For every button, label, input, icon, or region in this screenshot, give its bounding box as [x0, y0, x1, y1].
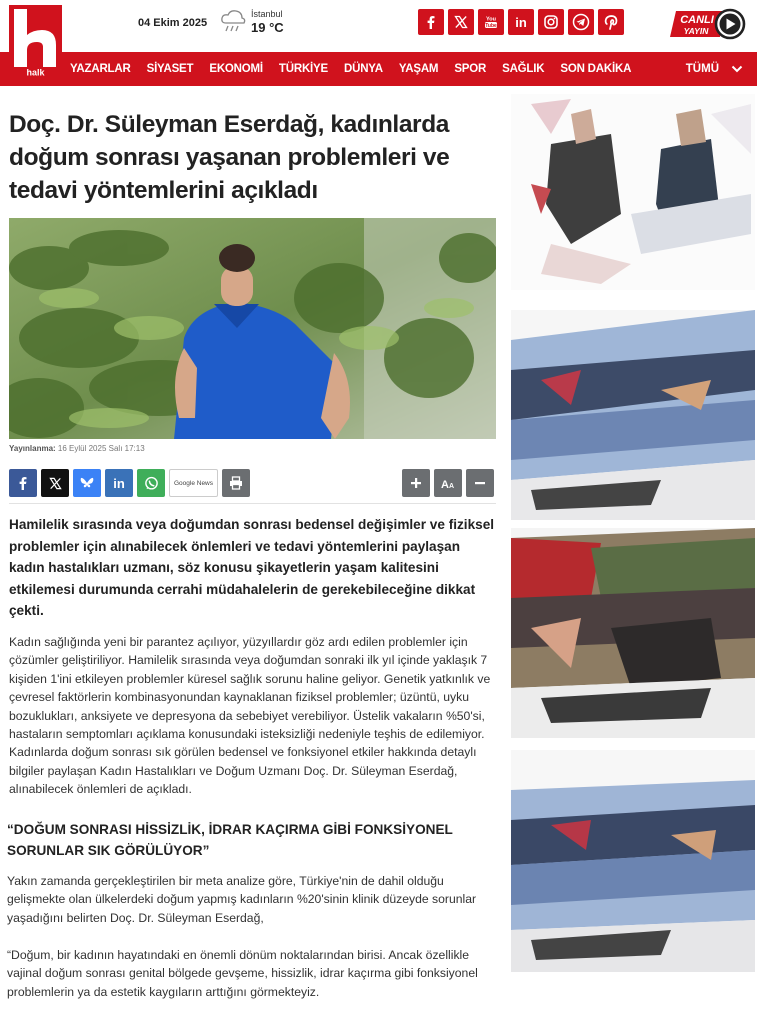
nav-item-ekonomi̇[interactable]: EKONOMİ [209, 63, 263, 75]
nav-item-sağlik[interactable]: SAĞLIK [502, 63, 545, 75]
share-whatsapp-button[interactable] [137, 469, 165, 497]
rain-cloud-icon [220, 9, 246, 33]
sidebar-ad-image[interactable] [511, 310, 755, 520]
share-linkedin-button[interactable] [105, 469, 133, 497]
sidebar-ad-image[interactable] [511, 94, 755, 290]
publish-date-value: 16 Eylül 2025 Salı 17:13 [57, 444, 145, 453]
weather-city: İstanbul [251, 9, 283, 19]
svg-text:YAYIN: YAYIN [683, 26, 709, 36]
share-facebook-button[interactable] [9, 469, 37, 497]
article-paragraph: Yakın zamanda gerçekleştirilen bir meta analize göre, Türkiye'nin de dahil olduğu gelişmekte olan ülkelerdeki doğum yapmış kadınların %20'sinin klinik düzeyde sorunlar yaşadığını belirten Doç. Dr. Süleyman Eserdağ, [7, 874, 477, 925]
instagram-icon[interactable] [538, 9, 564, 35]
article-hero-image [9, 218, 496, 439]
print-button[interactable] [222, 469, 250, 497]
bluesky-icon [80, 477, 94, 489]
whatsapp-icon [144, 476, 159, 491]
article-subheading: “DOĞUM SONRASI HİSSİZLİK, İDRAR KAÇIRMA GİBİ FONKSİYONEL SORUNLAR SIK GÖRÜLÜYOR” [7, 822, 453, 858]
divider [9, 503, 496, 504]
share-bluesky-button[interactable] [73, 469, 101, 497]
plus-icon [410, 477, 422, 489]
linkedin-icon: in [113, 475, 125, 491]
sidebar-ad-image[interactable] [511, 528, 755, 738]
share-x-button[interactable] [41, 469, 69, 497]
article-paragraph: Kadın sağlığında yeni bir parantez açılıyor, yüzyıllardır göz ardı edilen problemler için çözümler geliştiriliyor. Hamilelik sırasında veya doğumdan sonraki ilk yıl içinde yaklaşık 7 kişiden 1'ini etkileyen problemler küresel sağlık sorunu haline geliyor. Genetik yatkınlık ve çevresel faktörlerin kombinasyonundan kaynaklanan fiziksel problemler; üzüntü, uyku bozuklukları, anksiyete ve depresyona da sebebiyet verebiliyor. Üstelik vakaların %50'si, hastaların semptomları açıklama konusundaki isteksizliği nedeniyle teşhis de edilemiyor. Kadınlarda doğum sonrası sık görülen bedensel ve fonksiyonel etkiler hakkında detaylı bilgiler paylaşan Kadın Hastalıkları ve Doğum Uzmanı Doç. Dr. Süleyman Eserdağ, alınabilecek önlemleri de açıkladı. [9, 635, 491, 797]
live-broadcast-button[interactable] [668, 6, 748, 40]
publish-date-label: Yayınlanma: [9, 444, 56, 453]
all-categories-label: TÜMÜ [685, 63, 719, 75]
svg-text:halk: halk [26, 67, 45, 78]
nav-item-si̇yaset[interactable]: SİYASET [146, 63, 194, 75]
current-date: 04 Ekim 2025 [138, 17, 208, 29]
svg-text:A: A [441, 479, 449, 489]
share-bar [9, 469, 250, 497]
article-title: Doç. Dr. Süleyman Eserdağ, kadınlarda doğum sonrası yaşanan problemleri ve tedavi yöntemlerini açıkladı [9, 111, 450, 204]
svg-text:in: in [515, 15, 527, 30]
chevron-down-icon [731, 65, 743, 73]
x-icon[interactable] [448, 9, 474, 35]
printer-icon [229, 476, 243, 490]
minus-icon [474, 477, 486, 489]
x-icon [49, 477, 62, 490]
google-news-label: Google News [173, 479, 214, 487]
font-size-tools [402, 469, 494, 497]
halk-tv-logo[interactable] [9, 5, 62, 78]
google-news-button[interactable] [169, 469, 218, 497]
linkedin-icon[interactable] [508, 9, 534, 35]
sidebar-ad-image[interactable] [511, 750, 755, 972]
nav-item-yazarlar[interactable]: YAZARLAR [70, 63, 131, 75]
svg-text:Tube: Tube [485, 23, 497, 29]
nav-item-spor[interactable]: SPOR [454, 63, 487, 75]
nav-item-dünya[interactable]: DÜNYA [343, 63, 383, 75]
nav-item-türki̇ye[interactable]: TÜRKİYE [278, 63, 328, 75]
weather-temperature: 19 °C [251, 20, 284, 35]
facebook-icon[interactable] [418, 9, 444, 35]
article-lead: Hamilelik sırasında veya doğumdan sonrası bedensel değişimler ve fiziksel problemler için alınabilecek önlemleri ve tedavi yöntemlerini paylaşan kadın hastalıkları uzmanı, söz konusu şikayetlerin yaşam kalitesini etkilemesi durumunda cerrahi müdahalelerin de gerekebileceğine dikkat çekti. [9, 517, 495, 619]
font-size-icon [441, 477, 455, 489]
facebook-icon [17, 476, 29, 490]
font-decrease-button[interactable] [466, 469, 494, 497]
all-categories-menu[interactable] [686, 52, 743, 86]
social-links [418, 9, 624, 35]
font-reset-button[interactable] [434, 469, 462, 497]
telegram-icon[interactable] [568, 9, 594, 35]
article-paragraph: “Doğum, bir kadının hayatındaki en önemli dönüm noktalarından birisi. Ancak özellikle vajinal doğum sonrası genital bölgede gevşeme, hissizlik, idrar kaçırma gibi fonksiyonel problemlerin ya da estetik kaygıların arttığını görmekteyiz. [7, 948, 478, 999]
svg-text:CANLI: CANLI [680, 14, 714, 26]
svg-text:A: A [449, 483, 455, 489]
publish-date [9, 444, 145, 453]
nav-item-son-daki̇ka[interactable]: SON DAKİKA [560, 63, 632, 75]
main-navigation [0, 52, 757, 86]
pinterest-icon[interactable] [598, 9, 624, 35]
nav-item-yaşam[interactable]: YAŞAM [398, 63, 439, 75]
font-increase-button[interactable] [402, 469, 430, 497]
svg-text:You: You [486, 16, 496, 23]
youtube-icon[interactable] [478, 9, 504, 35]
